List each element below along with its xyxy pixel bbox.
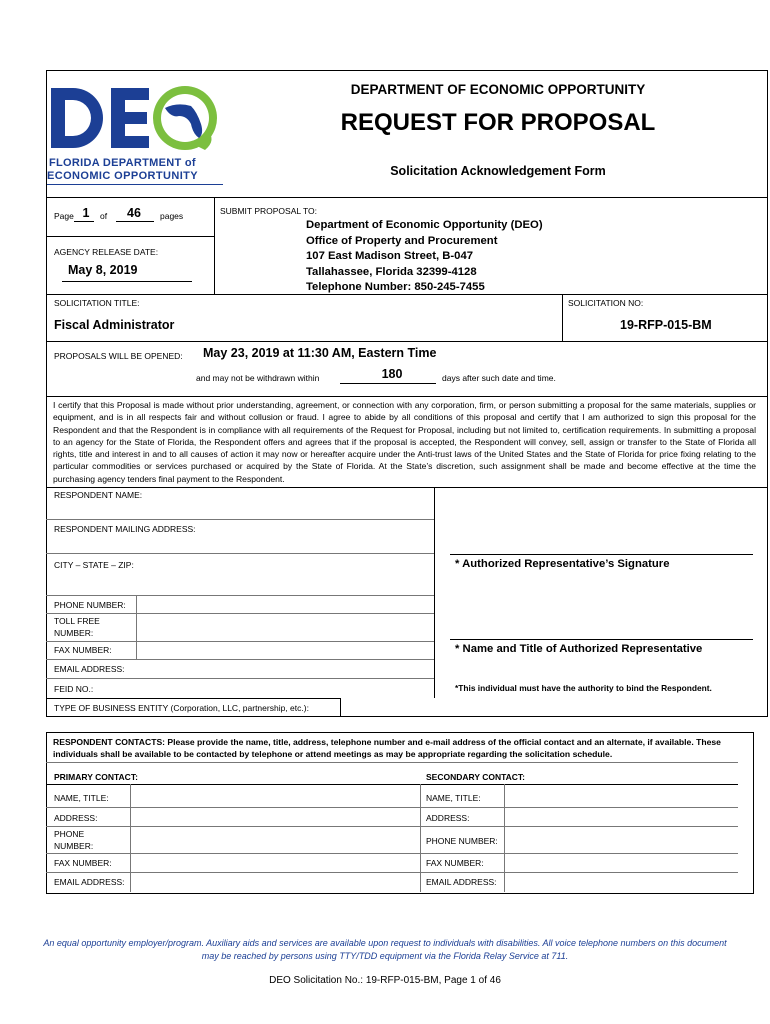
- name-title-line: [450, 639, 753, 640]
- solicitation-title: Fiscal Administrator: [54, 318, 175, 332]
- primary-contact-label: PRIMARY CONTACT:: [54, 772, 138, 782]
- rule-entity-right: [340, 698, 341, 716]
- contacts-rule-2: [46, 826, 738, 827]
- contacts-intro-rule: [46, 762, 738, 763]
- total-pages-line: [116, 221, 154, 222]
- deo-logo: [47, 78, 227, 188]
- pages-label: pages: [160, 211, 184, 221]
- fax-label: FAX NUMBER:: [54, 645, 112, 655]
- rule-r4: [46, 613, 434, 614]
- rule-solicitation: [46, 294, 768, 295]
- page-number: 1: [82, 206, 90, 220]
- certification-text: I certify that this Proposal is made without prior understanding, agreement, or connection with any corporation, firm, or person submitting a proposal for the same materials, supplies or equipment, and is in all respects fair and without collusion or fraud. I agree to abide by all conditions of this proposal and certify that I am authorized to sign this proposal for the Respondent and that the Respondent is in compliance with all requirements of the Request for Proposal, including but not limited to, certification requirements. In submitting a proposal to an agency for the State of Florida, the Respondent offers and agrees that if the proposal is accepted, the Respondent will convey, sell, assign or transfer to the State of Florida all rights, title and interest in and to all causes of action it may now or hereafter acquire under the Anti-trust laws of the United States and the State of Florida for price fixing relating to the particular commodities or services purchased or acquired by the State of Florida. At the State’s discretion, such assignment shall be made and become effective at the time the purchasing agency tenders final payment to the Respondent.: [53, 400, 756, 484]
- release-date: May 8, 2019: [68, 263, 138, 277]
- rule-header: [46, 197, 768, 198]
- primary-col: [130, 784, 131, 892]
- signature-label: * Authorized Representative’s Signature: [455, 558, 670, 570]
- contacts-rule-4: [46, 872, 738, 873]
- logo-subtitle-2: ECONOMIC OPPORTUNITY: [47, 170, 199, 182]
- withdraw-prefix: and may not be withdrawn within: [196, 373, 320, 383]
- respondent-mailing-label: RESPONDENT MAILING ADDRESS:: [54, 524, 196, 534]
- withdraw-days-line: [340, 383, 436, 384]
- withdraw-suffix: days after such date and time.: [442, 373, 556, 383]
- release-date-line: [62, 281, 192, 282]
- secondary-address-label: ADDRESS:: [426, 813, 470, 823]
- secondary-contact-label: SECONDARY CONTACT:: [426, 772, 526, 782]
- submit-to-label: SUBMIT PROPOSAL TO:: [220, 206, 317, 216]
- rule-solno-left: [562, 294, 563, 342]
- primary-phone-label-1: PHONE: [54, 829, 85, 839]
- equal-opportunity-line-2: may be reached by persons using TTY/TDD equipment via the Florida Relay Service at 711.: [201, 951, 569, 961]
- business-entity-label: TYPE OF BUSINESS ENTITY (Corporation, LLC, partnership, etc.):: [54, 703, 309, 713]
- rule-respondent: [46, 487, 768, 488]
- contacts-bottom: [46, 893, 754, 894]
- contacts-top: [46, 732, 754, 733]
- phone-label: PHONE NUMBER:: [54, 600, 126, 610]
- rule-r5: [46, 641, 434, 642]
- rule-phone-col: [136, 595, 137, 659]
- form-subtitle: Solicitation Acknowledgement Form: [390, 164, 606, 178]
- logo-subtitle-1: FLORIDA DEPARTMENT of: [49, 157, 196, 169]
- rule-page: [46, 236, 214, 237]
- rule-r7: [46, 678, 434, 679]
- contacts-left: [46, 732, 47, 894]
- opening-label: PROPOSALS WILL BE OPENED:: [54, 351, 183, 361]
- authority-note: *This individual must have the authority to bind the Respondent.: [455, 683, 712, 693]
- total-pages: 46: [127, 206, 141, 220]
- secondary-col: [504, 784, 505, 892]
- rule-submit-left: [214, 197, 215, 295]
- frame-bottom: [46, 716, 768, 717]
- submit-line-3: 107 East Madison Street, B-047: [306, 250, 474, 262]
- tollfree-label-1: TOLL FREE: [54, 616, 100, 626]
- submit-address: [306, 218, 543, 296]
- primary-name-title-label: NAME, TITLE:: [54, 793, 109, 803]
- submit-line-2: Office of Property and Procurement: [306, 234, 498, 247]
- solicitation-no: 19-RFP-015-BM: [620, 318, 712, 332]
- logo-rule: [47, 184, 223, 185]
- name-title-label: * Name and Title of Authorized Representative: [455, 643, 703, 655]
- rule-opening: [46, 341, 768, 342]
- frame-top: [46, 70, 768, 71]
- submit-line-4: Tallahassee, Florida 32399-4128: [306, 265, 477, 278]
- rule-r2: [46, 553, 434, 554]
- rule-cert: [46, 396, 768, 397]
- solicitation-title-label: SOLICITATION TITLE:: [54, 298, 140, 308]
- email-label: EMAIL ADDRESS:: [54, 664, 125, 674]
- rule-entity: [46, 698, 340, 699]
- signature-line: [450, 554, 753, 555]
- page-title: REQUEST FOR PROPOSAL: [340, 109, 656, 136]
- contacts-head-rule: [46, 784, 738, 785]
- rule-r3: [46, 595, 434, 596]
- primary-phone-label-2: NUMBER:: [54, 841, 94, 851]
- rule-respondent-mid: [434, 487, 435, 698]
- feid-label: FEID NO.:: [54, 684, 94, 694]
- city-state-zip-label: CITY – STATE – ZIP:: [54, 560, 134, 570]
- submit-line-1: Department of Economic Opportunity (DEO): [306, 219, 543, 231]
- page-footer: DEO Solicitation No.: 19-RFP-015-BM, Page 1 of 46: [269, 975, 501, 986]
- rule-r6: [46, 659, 434, 660]
- tollfree-label-2: NUMBER:: [54, 628, 94, 638]
- secondary-email-label: EMAIL ADDRESS:: [426, 877, 497, 887]
- submit-line-5: Telephone Number: 850-245-7455: [306, 281, 485, 293]
- opening-datetime: May 23, 2019 at 11:30 AM, Eastern Time: [203, 346, 437, 360]
- rule-r1: [46, 519, 434, 520]
- contacts-rule-1: [46, 807, 738, 808]
- contacts-mid: [420, 784, 421, 892]
- contacts-rule-3: [46, 853, 738, 854]
- primary-fax-label: FAX NUMBER:: [54, 858, 112, 868]
- primary-address-label: ADDRESS:: [54, 813, 98, 823]
- solicitation-no-label: SOLICITATION NO:: [568, 298, 644, 308]
- page-number-line: [74, 221, 94, 222]
- withdraw-days: 180: [381, 367, 403, 381]
- release-date-label: AGENCY RELEASE DATE:: [54, 247, 159, 257]
- page-label: Page: [54, 211, 74, 221]
- department-name: DEPARTMENT OF ECONOMIC OPPORTUNITY: [350, 82, 646, 97]
- contacts-intro: RESPONDENT CONTACTS: Please provide the name, title, address, telephone number and e-mail address of the official contact and an alternate, if available. These individuals shall be available to be contacted by telephone or attend meetings as may be appropriate regarding the solicitation schedule.: [53, 737, 721, 759]
- respondent-name-label: RESPONDENT NAME:: [54, 490, 143, 500]
- of-label: of: [100, 211, 108, 221]
- primary-email-label: EMAIL ADDRESS:: [54, 877, 125, 887]
- secondary-name-title-label: NAME, TITLE:: [426, 793, 481, 803]
- equal-opportunity-line-1: An equal opportunity employer/program. Auxiliary aids and services are available upon request to individuals with disabilities. All voice telephone numbers on this document: [43, 938, 727, 948]
- secondary-phone-label: PHONE NUMBER:: [426, 836, 498, 846]
- contacts-right: [753, 732, 754, 894]
- secondary-fax-label: FAX NUMBER:: [426, 858, 484, 868]
